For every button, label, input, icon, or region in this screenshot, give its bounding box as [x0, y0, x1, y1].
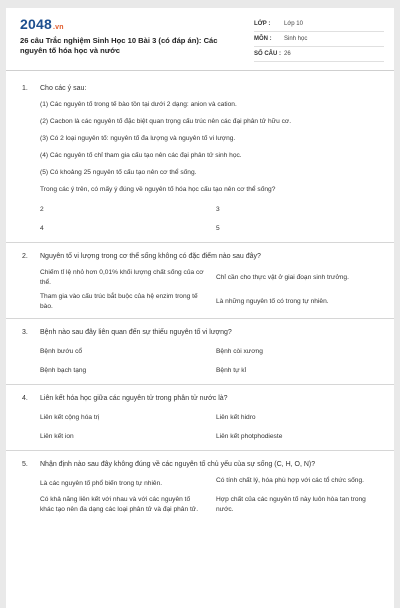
question-header [22, 460, 380, 470]
question-number: 2. [22, 253, 28, 260]
meta-key: SỐ CÂU : [254, 51, 281, 57]
question-number: 3. [22, 329, 28, 336]
question-text: Nguyên tố vi lượng trong cơ thể sống không có đặc điểm nào sau đây? [40, 253, 261, 260]
question-text: Liên kết hóa học giữa các nguyên tử trong phân tử nước là? [40, 395, 228, 402]
question-header [22, 394, 380, 404]
answer-options [40, 268, 380, 312]
question-number: 1. [22, 85, 28, 92]
answer-option[interactable]: Chiếm tỉ lệ nhỏ hơn 0,01% khối lượng chất sống của cơ thể. [40, 269, 204, 286]
meta-key: LỚP : [254, 21, 271, 27]
answer-option[interactable]: 4 [40, 224, 44, 232]
statement: (2) Cacbon là các nguyên tố đặc biệt quan trọng cấu trúc nên các đại phân tử hữu cơ. [40, 118, 292, 125]
statement: (1) Các nguyên tố trong tế bào tồn tại dưới 2 dạng: anion và cation. [40, 101, 237, 108]
answer-option[interactable]: Là những nguyên tố có trong tự nhiên. [216, 298, 329, 305]
question-item [6, 460, 394, 521]
question-number: 5. [22, 461, 28, 468]
answer-option[interactable]: Bệnh tự kỉ [216, 366, 247, 374]
meta-value: Lớp 10 [284, 21, 303, 27]
question-item [6, 328, 394, 385]
answer-options [40, 410, 380, 444]
answer-options [40, 344, 380, 378]
answer-options [40, 202, 380, 236]
answer-option[interactable]: Liên kết photphodieste [216, 432, 283, 440]
question-number: 4. [22, 395, 28, 402]
answer-option[interactable]: Chỉ cần cho thực vật ở giai đoạn sinh trưởng. [216, 274, 349, 281]
document-title: 26 câu Trắc nghiệm Sinh Học 10 Bài 3 (có đáp án): Các nguyên tố hóa học và nước [20, 36, 218, 55]
answer-option[interactable]: Có khả năng liên kết với nhau và với các nguyên tố khác tạo nên đa dạng các loại phân tử và đại phân tử. [40, 496, 199, 513]
answer-option[interactable]: 2 [40, 205, 44, 213]
meta-key: MÔN : [254, 36, 272, 42]
question-header [22, 252, 380, 262]
answer-option[interactable]: Hợp chất của các nguyên tố này luôn hòa tan trong nước. [216, 496, 366, 513]
meta-row-class [254, 17, 384, 32]
question-item [6, 84, 394, 243]
question-text: Cho các ý sau: [40, 85, 87, 92]
question-header [22, 328, 380, 338]
answer-options [40, 476, 380, 515]
answer-option[interactable]: Liên kết cộng hóa trị [40, 413, 100, 421]
answer-option[interactable]: Tham gia vào cấu trúc bắt buộc của hệ enzim trong tế bào. [40, 293, 198, 310]
meta-value: Sinh học [284, 36, 308, 42]
statement: (3) Có 2 loại nguyên tố: nguyên tố đa lượng và nguyên tố vi lượng. [40, 135, 236, 142]
question-item [6, 394, 394, 451]
answer-option[interactable]: Liên kết hidro [216, 413, 256, 421]
meta-row-subject [254, 32, 384, 47]
answer-option[interactable]: Là các nguyên tố phổ biến trong tự nhiên. [40, 479, 163, 487]
statement: (5) Có khoảng 25 nguyên tố cấu tạo nên cơ thể sống. [40, 169, 197, 176]
answer-option[interactable]: Bệnh bướu cổ [40, 347, 83, 355]
question-list [6, 71, 394, 521]
answer-option[interactable]: Có tính chất lý, hóa phù hợp với các tổ chức sống. [216, 477, 364, 484]
statement-prompt: Trong các ý trên, có mấy ý đúng về nguyên tố hóa học cấu tạo nên cơ thể sống? [40, 186, 276, 193]
answer-option[interactable]: 5 [216, 224, 220, 232]
logo-suffix: .vn [52, 24, 64, 31]
document-page [6, 8, 394, 608]
meta-value: 26 [284, 51, 291, 57]
question-item [6, 252, 394, 319]
meta-row-count [254, 47, 384, 62]
answer-option[interactable]: 3 [216, 205, 220, 213]
question-text: Bệnh nào sau đây liên quan đến sự thiếu nguyên tố vi lượng? [40, 329, 232, 336]
meta-table [254, 17, 384, 62]
logo-text: 2048 [20, 16, 52, 32]
site-logo[interactable] [20, 16, 64, 32]
answer-option[interactable]: Bệnh còi xương [216, 347, 263, 355]
answer-option[interactable]: Liên kết ion [40, 432, 74, 440]
question-header [22, 84, 380, 94]
statement: (4) Các nguyên tố chỉ tham gia cấu tạo nên các đại phân tử sinh học. [40, 152, 242, 159]
answer-option[interactable]: Bệnh bạch tạng [40, 366, 87, 374]
document-header [6, 8, 394, 71]
question-text: Nhận định nào sau đây không đúng về các nguyên tố chủ yếu của sự sống (C, H, O, N)? [40, 461, 316, 468]
